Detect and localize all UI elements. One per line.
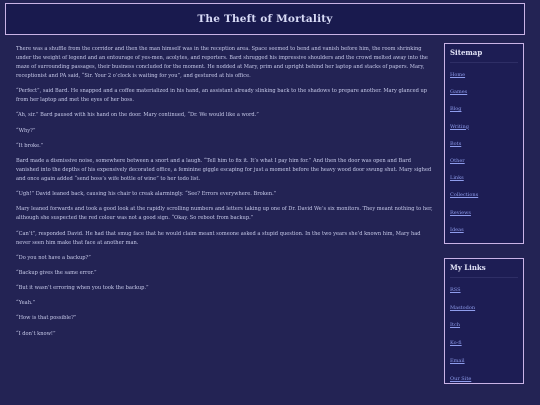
list-item: [450, 353, 518, 371]
story-paragraph: “Can’t”, responded David. He had that smug face that he would claim meant someone asked a stupid question. In the two years she’d known him, Mary had never seen him make that face at another man.: [16, 230, 421, 246]
list-item: [450, 101, 518, 118]
story-paragraph: “I don’t know!”: [16, 330, 56, 337]
list-item: [450, 153, 518, 170]
list-item: [450, 205, 518, 222]
story-paragraph: “Perfect”, said Bard. He snapped and a coffee materialized in his hand, an assistant already slinking back to the shadows to prepare another. Mary glanced up from her laptop and met the eyes of her boss.: [16, 88, 428, 104]
list-item: [450, 84, 518, 101]
page-header: [5, 3, 525, 35]
story-paragraph: There was a shuffle from the corridor and then the man himself was in the reception area. Space seemed to bend and vanish before him, the room shrinking under the weight of legend and an entourage of yes-men, acolytes, and reporters. Bard shrugged his impressive shoulders and the crowd melted away into the maze of surrounding passages, their business concluded for the moment. He nodded at Mary, prim and upright behind her laptop and stacks of papers. Mary, receptionist and PA said, “Sir. Your 2 o’clock is waiting for you”, and gestured at his office.: [16, 46, 428, 79]
list-item: [450, 300, 518, 318]
link-rss[interactable]: RSS: [450, 287, 461, 293]
story-paragraph: “Ugh!” David leaned back, causing his chair to creak alarmingly. “See? Errors everywhere. Broken.”: [16, 191, 277, 198]
list-item: [450, 222, 518, 239]
story-paragraph: “It broke.”: [16, 142, 44, 149]
list-item: [450, 119, 518, 136]
story-paragraph: “Do you not have a backup?”: [16, 254, 91, 261]
list-item: [450, 282, 518, 300]
story-paragraph: “How is that possible?”: [16, 315, 77, 322]
link-kofi[interactable]: Ko-fi: [450, 340, 462, 347]
sitemap-link-writing[interactable]: Writing: [450, 123, 469, 130]
list-item: [450, 317, 518, 335]
story-paragraph: “Why?”: [16, 127, 36, 134]
my-links-heading: My Links: [450, 263, 518, 278]
list-item: [450, 170, 518, 187]
sitemap-link-ideas[interactable]: Ideas: [450, 226, 464, 233]
sitemap-panel: [444, 43, 524, 244]
list-item: [450, 371, 518, 389]
page-title: The Theft of Mortality: [197, 13, 333, 25]
story-paragraph: Mary leaned forwards and took a good look at the rapidly scrolling numbers and letters taking up one of Dr. David We’s six monitors. They meant nothing to her, although she suspected the red colour was not a good sign. “Okay. So reboot from backup.”: [16, 206, 433, 222]
sitemap-link-home[interactable]: Home: [450, 72, 466, 78]
my-links-panel: [444, 258, 524, 384]
sitemap-link-reviews[interactable]: Reviews: [450, 209, 471, 216]
sitemap-link-links[interactable]: Links: [450, 175, 464, 182]
story-paragraph: “Yeah.”: [16, 300, 36, 307]
story-paragraph: “Ah, sir.” Bard paused with his hand on the door. Mary continued, “Dr. We would like a word.”: [16, 112, 259, 119]
story-paragraph: Bard made a dismissive noise, somewhere between a snort and a laugh. “Tell him to fix it. It’s what I pay him for.” And then the door was open and Bard vanished into the depths of his expensively decorated office, a feminine giggle escaping for just a moment before the heavy wood door swung shut. Mary sighed and once again added “send boss’s wife bottle of wine” to her todo list.: [16, 157, 432, 182]
link-email[interactable]: Email: [450, 357, 465, 364]
story-paragraph: “Backup gives the same error.”: [16, 269, 97, 276]
sitemap-link-bots[interactable]: Bots: [450, 140, 462, 147]
link-our-site[interactable]: Our Site: [450, 375, 472, 382]
sitemap-link-blog[interactable]: Blog: [450, 106, 462, 113]
story-paragraph: “But it wasn’t erroring when you took the backup.”: [16, 285, 149, 292]
sitemap-link-games[interactable]: Games: [450, 89, 468, 96]
story-content: [16, 45, 434, 405]
list-item: [450, 136, 518, 153]
link-mastodon[interactable]: Mastodon: [450, 304, 476, 311]
list-item: [450, 335, 518, 353]
my-links-list: [450, 282, 518, 388]
link-itch[interactable]: Itch: [450, 322, 461, 329]
sitemap-heading: Sitemap: [450, 48, 518, 63]
sitemap-link-collections[interactable]: Collections: [450, 192, 479, 199]
sitemap-list: [450, 67, 518, 239]
list-item: [450, 187, 518, 204]
sitemap-link-other[interactable]: Other: [450, 158, 465, 165]
list-item: [450, 67, 518, 84]
